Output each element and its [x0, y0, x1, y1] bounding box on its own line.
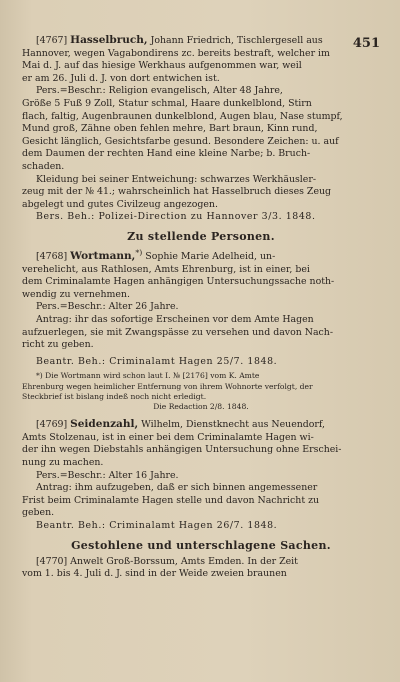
entry-4769 — [22, 418, 380, 532]
entry-text: der ihn wegen Diebstahls anhängigen Untersuchung ohne Erschei- — [22, 444, 342, 456]
entry-4770 — [22, 556, 380, 581]
entry-text: Amts Stolzenau, ist in einer bei dem Criminalamte Hagen wi- — [22, 431, 314, 443]
authority-signature: Beantr. Beh.: Criminalamt Hagen 26/7. 1848. — [36, 519, 278, 531]
authority-signature: Beantr. Beh.: Criminalamt Hagen 25/7. 1848. — [36, 355, 278, 367]
description-text: schaden. — [22, 160, 65, 172]
request-text: Antrag: ihr das sofortige Erscheinen vor dem Amte Hagen — [36, 314, 314, 325]
description-text: dem Daumen der rechten Hand eine kleine Narbe; b. Bruch- — [22, 148, 311, 160]
entry-text: Anwelt Groß-Borssum, Amts Emden. In der Zeit — [70, 555, 298, 567]
footnote-marker: *) — [135, 247, 143, 257]
entry-4767 — [22, 34, 380, 224]
request-text: aufzuerlegen, sie mit Zwangspässe zu versehen und davon Nach- — [22, 326, 333, 338]
description-text: Pers.=Beschr.: Alter 16 Jahre. — [36, 469, 179, 481]
entry-number: [4768] — [36, 251, 68, 263]
entry-text: verehelicht, aus Rathlosen, Amts Ehrenburg, ist in einer, bei — [22, 263, 310, 275]
request-text: richt zu geben. — [22, 339, 94, 351]
clothing-text: Kleidung bei seiner Entweichung: schwarzes Werkhäusler- — [36, 173, 316, 185]
entry-text: Hannover, wegen Vagabondirens zc. bereits bestraft, welcher im — [22, 47, 330, 59]
person-name: Hasselbruch, — [70, 34, 148, 46]
entry-text: Mai d. J. auf das hiesige Werkhaus aufgenommen war, weil — [22, 60, 302, 72]
entry-text: er am 26. Juli d. J. von dort entwichen ist. — [22, 72, 220, 84]
footnote — [22, 371, 380, 412]
footnote-text: Ehrenburg wegen heimlicher Entfernung von ihrem Wohnorte verfolgt, der — [22, 381, 313, 391]
authority-signature: Bers. Beh.: Polizei-Direction zu Hannover 3/3. 1848. — [36, 211, 316, 223]
section-heading: Zu stellende Personen. — [127, 229, 275, 243]
description-text: Mund groß, Zähne oben fehlen mehre, Bart braun, Kinn rund, — [22, 123, 318, 135]
entry-text: Sophie Marie Adelheid, un- — [145, 251, 276, 263]
entry-text: Wilhelm, Dienstknecht aus Neuendorf, — [141, 419, 326, 431]
request-text: Antrag: ihm aufzugeben, daß er sich binnen angemessener — [36, 482, 318, 494]
footnote-signature: Die Redaction 2/8. 1848. — [153, 401, 249, 411]
footnote-text: Steckbrief ist bislang indeß noch nicht erledigt. — [22, 391, 207, 401]
request-text: Frist beim Criminalamte Hagen stelle und davon Nachricht zu — [22, 494, 320, 506]
description-text: Pers.=Beschr.: Religion evangelisch, Alter 48 Jahre, — [36, 85, 283, 97]
section-heading: Gestohlene und unterschlagene Sachen. — [71, 538, 331, 552]
description-text: Pers.=Beschr.: Alter 26 Jahre. — [36, 301, 179, 313]
description-text: Gesicht länglich, Gesichtsfarbe gesund. Besondere Zeichen: u. auf — [22, 135, 339, 147]
footnote-text: *) Die Wortmann wird schon laut I. № [2176] vom K. Amte — [36, 371, 260, 381]
description-text: flach, faltig, Augenbraunen dunkelblond, Augen blau, Nase stumpf, — [22, 110, 343, 122]
entry-number: [4769] — [36, 419, 68, 431]
clothing-text: abgelegt und gutes Civilzeug angezogen. — [22, 198, 218, 210]
entry-text: nung zu machen. — [22, 456, 104, 468]
description-text: Größe 5 Fuß 9 Zoll, Statur schmal, Haare dunkelblond, Stirn — [22, 97, 312, 109]
request-text: geben. — [22, 507, 55, 519]
person-name: Wortmann, — [70, 250, 136, 263]
clothing-text: zeug mit der № 41.; wahrscheinlich hat Hasselbruch dieses Zeug — [22, 186, 332, 198]
entry-4768 — [22, 247, 380, 412]
entry-text: vom 1. bis 4. Juli d. J. sind in der Weide zweien braunen — [22, 568, 287, 580]
page-number: 451 — [352, 36, 380, 51]
entry-number: [4767] — [36, 35, 68, 46]
entry-text: Johann Friedrich, Tischlergesell aus — [150, 35, 323, 46]
entry-number: [4770] — [36, 555, 68, 567]
entry-text: wendig zu vernehmen. — [22, 288, 130, 300]
person-name: Seidenzahl, — [70, 418, 139, 431]
entry-text: dem Criminalamte Hagen anhängigen Untersuchungssache noth- — [22, 276, 335, 288]
